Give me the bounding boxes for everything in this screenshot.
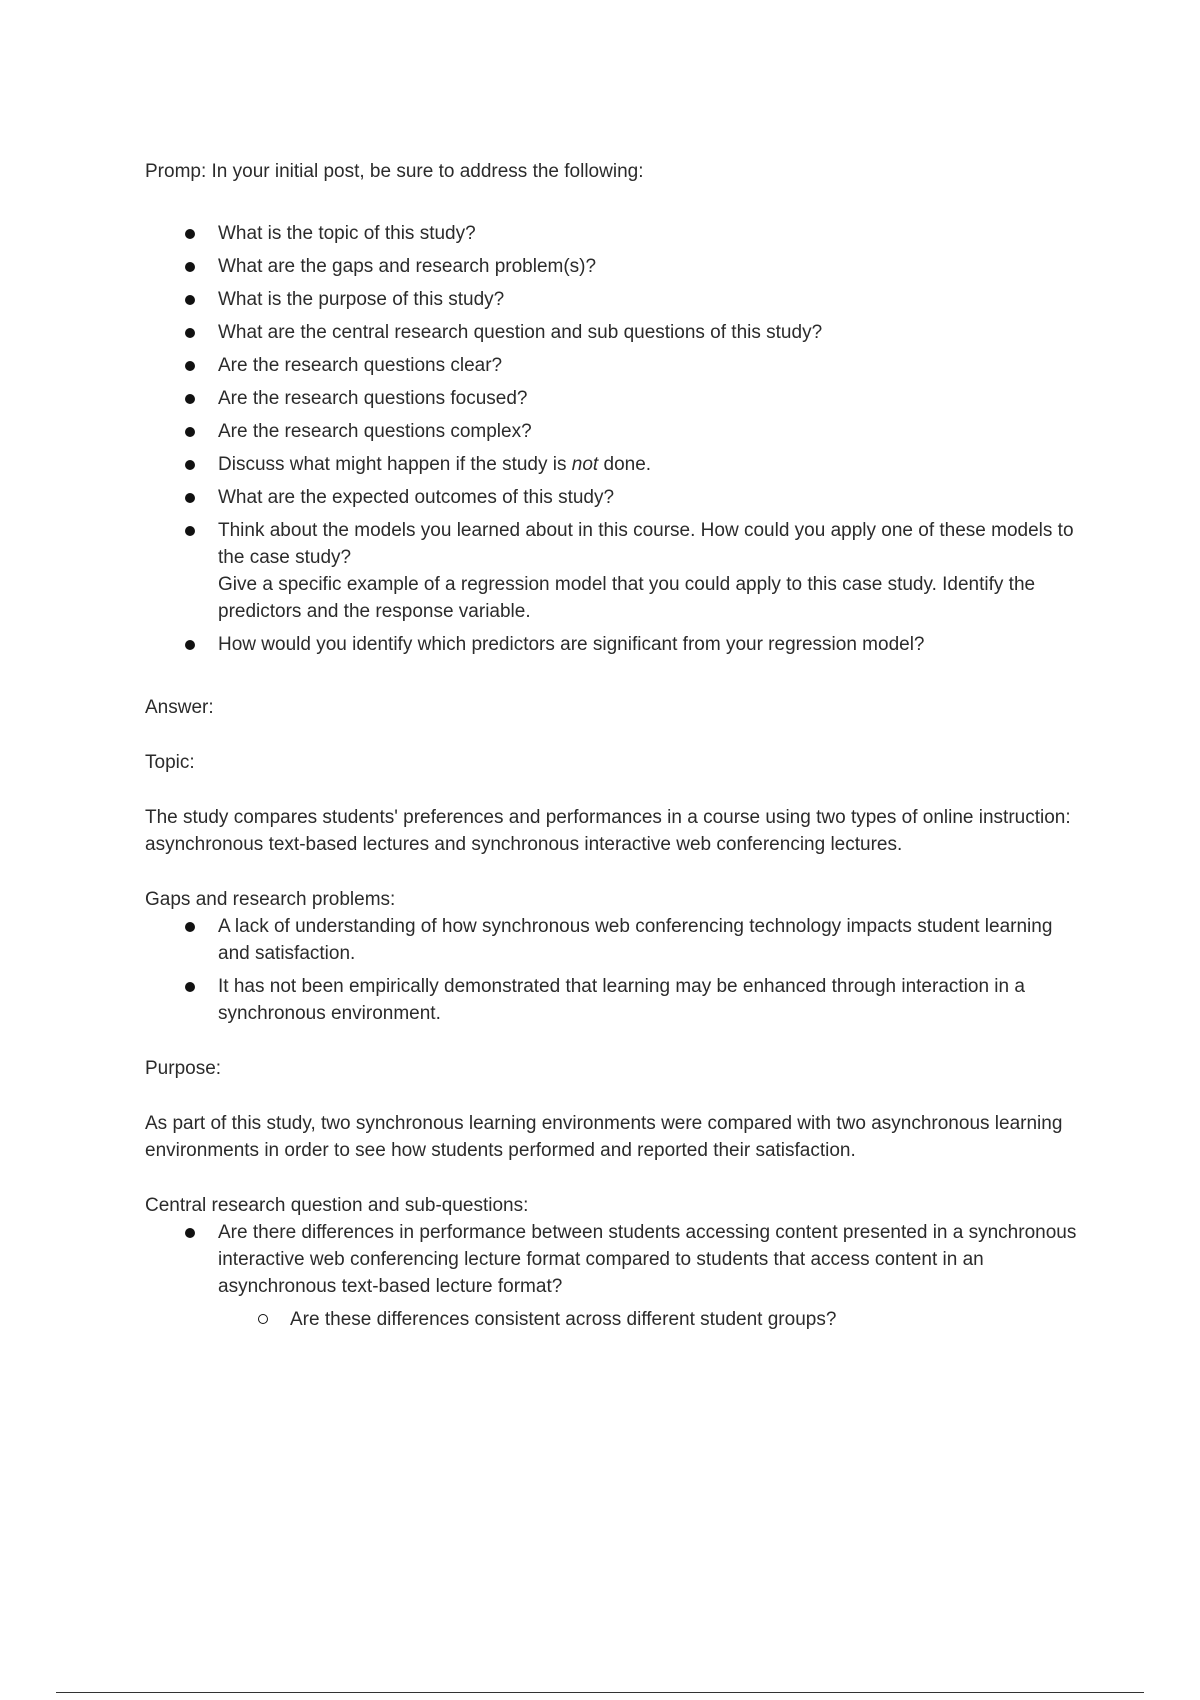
topic-label: Topic:	[145, 752, 195, 773]
list-item-text: Give a specific example of a regression model that you could apply to this case study. Identify the predictors and the response variable.	[218, 574, 1036, 622]
list-item	[145, 1219, 1085, 1333]
list-item	[145, 517, 1085, 625]
list-item: How would you identify which predictors are significant from your regression model?	[145, 631, 1085, 658]
topic-text: The study compares students' preferences and performances in a course using two types of online instruction: asynchronous text-based lectures and synchronous interactive web conferencing lectures.	[145, 807, 1071, 855]
list-item: What is the topic of this study?	[145, 220, 1085, 247]
sub-list-item: Are these differences consistent across different student groups?	[218, 1306, 1085, 1333]
list-item	[145, 451, 1085, 478]
document-body	[145, 158, 1085, 1339]
list-item: What are the central research question and sub questions of this study?	[145, 319, 1085, 346]
central-question-label: Central research question and sub-questions:	[145, 1195, 529, 1216]
footer-divider	[56, 1692, 1144, 1693]
central-question-list	[145, 1219, 1085, 1333]
sub-question-list	[218, 1306, 1085, 1333]
list-item: What are the gaps and research problem(s)?	[145, 253, 1085, 280]
gaps-label: Gaps and research problems:	[145, 889, 396, 910]
list-item: Are the research questions focused?	[145, 385, 1085, 412]
list-item: What is the purpose of this study?	[145, 286, 1085, 313]
emphasis-not: not	[571, 454, 599, 475]
list-item: Are the research questions clear?	[145, 352, 1085, 379]
list-item: What are the expected outcomes of this study?	[145, 484, 1085, 511]
list-item-text: Are there differences in performance between students accessing content presented in a synchronous interactive web conferencing lecture format compared to students that access content in an asynchronous text-based lecture format?	[218, 1222, 1077, 1297]
purpose-text: As part of this study, two synchronous learning environments were compared with two asynchronous learning environments in order to see how students performed and reported their satisfaction.	[145, 1113, 1063, 1161]
list-item: Are the research questions complex?	[145, 418, 1085, 445]
gaps-list	[145, 913, 1085, 1027]
prompt-list	[145, 220, 1085, 658]
purpose-label: Purpose:	[145, 1058, 222, 1079]
answer-label: Answer:	[145, 697, 214, 718]
list-item-text: Discuss what might happen if the study is	[218, 454, 567, 475]
list-item-text: Think about the models you learned about in this course. How could you apply one of these models to the case study?	[218, 520, 1074, 568]
list-item: A lack of understanding of how synchronous web conferencing technology impacts student learning and satisfaction.	[145, 913, 1085, 967]
prompt-intro: Promp: In your initial post, be sure to address the following:	[145, 161, 644, 182]
list-item-text: done.	[603, 454, 652, 475]
list-item: It has not been empirically demonstrated that learning may be enhanced through interaction in a synchronous environment.	[145, 973, 1085, 1027]
